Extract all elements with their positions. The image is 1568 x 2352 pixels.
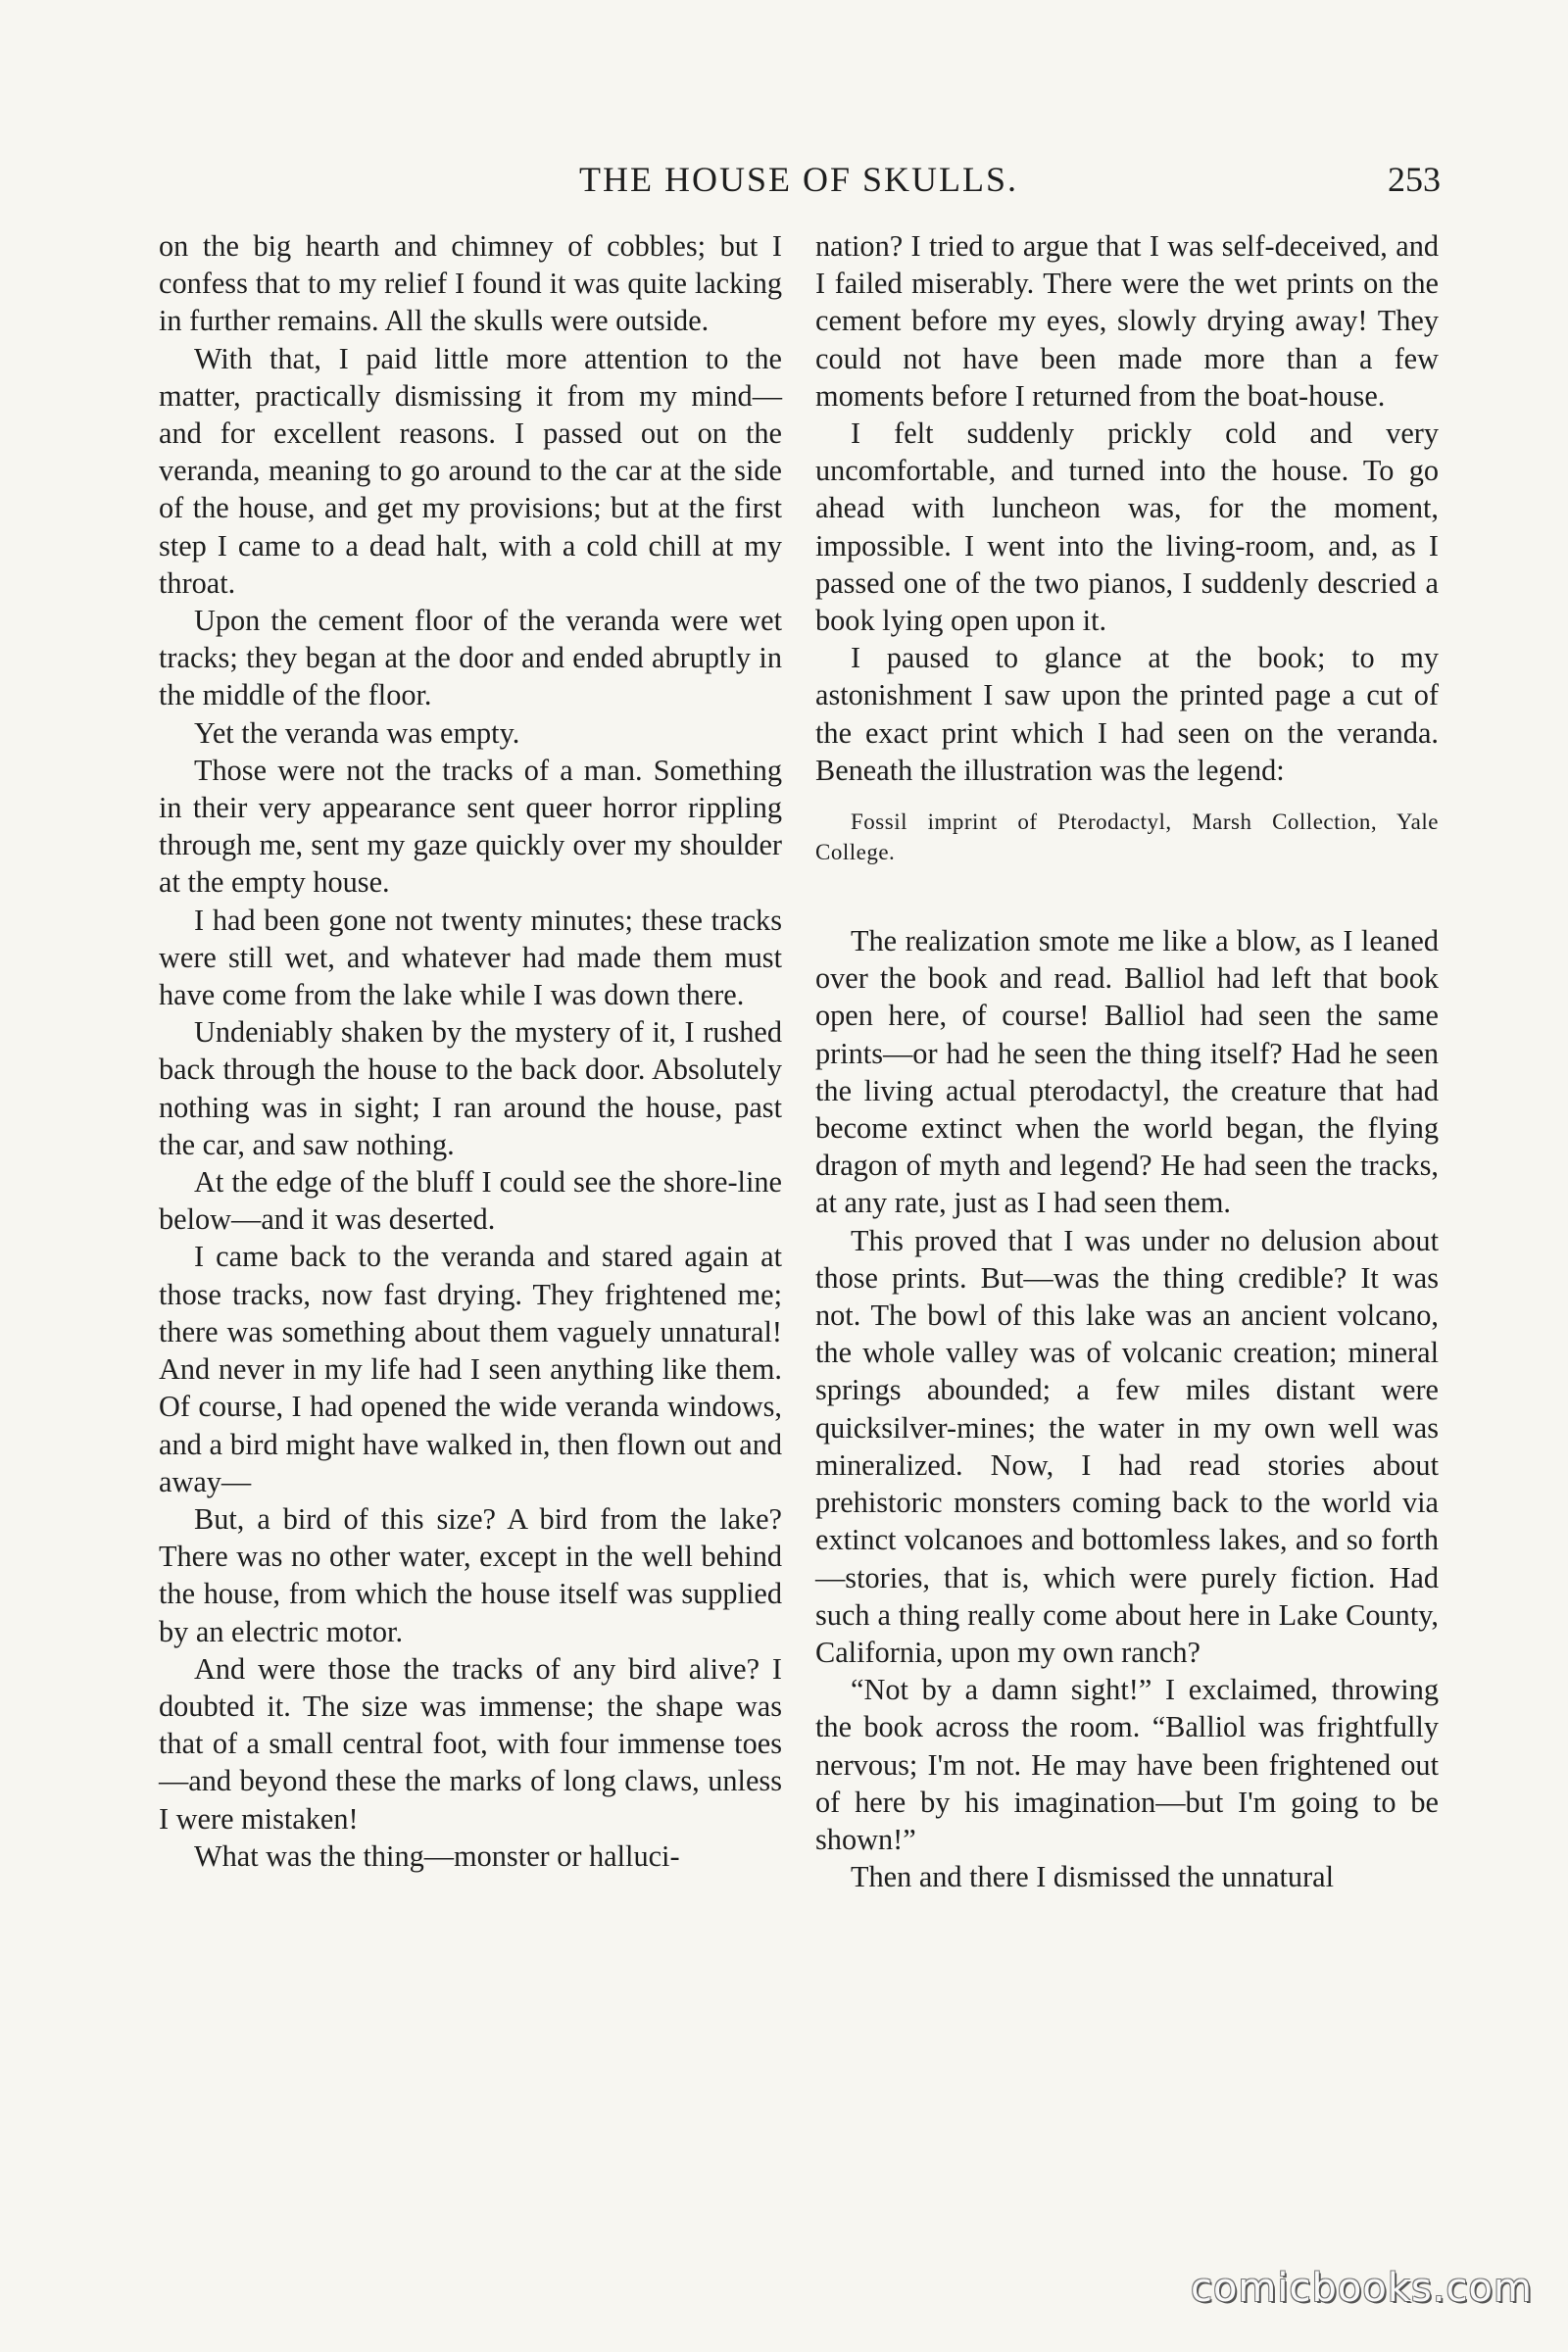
paragraph: nation? I tried to argue that I was self-deceived, and I failed miserably. There were the wet prints on the cement before my eyes, slowly drying away! They could not have been made more than a few moments before I returned from the boat-house. (815, 229, 1439, 413)
page-header (157, 147, 1441, 216)
paragraph: And were those the tracks of any bird alive? I doubted it. The size was immense; the shape was that of a small central foot, with four immense toes—and beyond these the marks of long claws, unless I were mistaken! (159, 1651, 782, 1836)
paragraph: I paused to glance at the book; to my astonishment I saw upon the printed page a cut of the exact print which I had seen on the veranda. Beneath the illustration was the legend: (815, 641, 1439, 787)
paragraph: I had been gone not twenty minutes; these tracks were still wet, and whatever had made them must have come from the lake while I was down there. (159, 903, 782, 1012)
paragraph: Those were not the tracks of a man. Something in their very appearance sent queer horror rippling through me, sent my gaze quickly over my shoulder at the empty house. (159, 753, 782, 900)
paragraph: Yet the veranda was empty. (194, 715, 520, 750)
left-column (159, 227, 782, 1875)
paragraph: What was the thing—monster or halluci- (194, 1838, 680, 1873)
paragraph: “Not by a damn sight!” I exclaimed, throwing the book across the room. “Balliol was frightfully nervous; I'm not. He may have been frightened out of here by his imagination—but I'm going to be shown!” (815, 1673, 1439, 1856)
watermark: comicbooks.com (1190, 2266, 1533, 2311)
paragraph: At the edge of the bluff I could see the shore-line below—and it was deserted. (159, 1165, 782, 1237)
paragraph: on the big hearth and chimney of cobbles; but I confess that to my relief I found it was quite lacking in further remains. All the skulls were outside. (159, 229, 782, 338)
paragraph: The realization smote me like a blow, as I leaned over the book and read. Balliol had left that book open here, of course! Balliol had seen the same prints—or had he seen the thing itself? Had he seen the living actual pterodactyl, the creature that had become extinct when the world began, the flying dragon of myth and legend? He had seen the tracks, at any rate, just as I had seen them. (815, 924, 1439, 1220)
paragraph: Upon the cement floor of the veranda were wet tracks; they began at the door and ended abruptly in the middle of the floor. (159, 604, 782, 712)
paragraph: Undeniably shaken by the mystery of it, I rushed back through the house to the back door. Absolutely nothing was in sight; I ran around the house, past the car, and saw nothing. (159, 1015, 782, 1161)
right-column (815, 227, 1439, 1895)
paragraph: With that, I paid little more attention to the matter, practically dismissing it from my mind—and for excellent reasons. I passed out on the veranda, meaning to go around to the car at the side of the house, and get my provisions; but at the first step I came to a dead halt, with a cold chill at my throat. (159, 341, 782, 600)
paragraph: I felt suddenly prickly cold and very uncomfortable, and turned into the house. To go ahead with luncheon was, for the moment, impossible. I went into the living-room, and, as I passed one of the two pianos, I suddenly descried a book lying open upon it. (815, 416, 1439, 638)
paragraph: This proved that I was under no delusion about those prints. But—was the thing credible? It was not. The bowl of this lake was an ancient volcano, the whole valley was of volcanic creation; mineral springs abounded; a few miles distant were quicksilver-mines; the water in my own well was mineralized. Now, I had read stories about prehistoric monsters coming back to the world via extinct volcanoes and bottomless lakes, and so forth—stories, that is, which were purely fiction. Had such a thing really come about here in Lake County, California, upon my own ranch? (815, 1223, 1439, 1669)
paragraph: But, a bird of this size? A bird from the lake? There was no other water, except in the well behind the house, from which the house itself was supplied by an electric motor. (159, 1501, 782, 1648)
paragraph: I came back to the veranda and stared again at those tracks, now fast drying. They frightened me; there was something about them vaguely unnatural! And never in my life had I seen anything like them. Of course, I had opened the wide veranda windows, and a bird might have walked in, then flown out and away— (159, 1240, 782, 1498)
running-title: THE HOUSE OF SKULLS. (578, 160, 1019, 199)
figure-caption: Fossil imprint of Pterodactyl, Marsh Collection, Yale College. (815, 809, 1439, 865)
paragraph: Then and there I dismissed the unnatural (851, 1860, 1335, 1894)
page-number: 253 (1388, 160, 1441, 199)
